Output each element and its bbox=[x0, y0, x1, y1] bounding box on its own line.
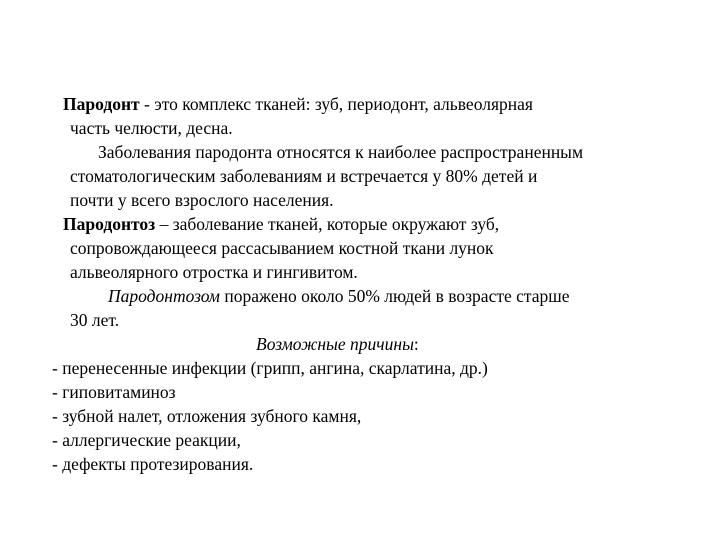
term-parodont: Пародонт bbox=[63, 94, 140, 114]
paragraph-parodontoz-line-3: альвеолярного отростка и гингивитом. bbox=[70, 262, 358, 282]
paragraph-parodontoz-line-2: сопровождающееся рассасыванием костной ткани лунок bbox=[70, 238, 494, 258]
list-item: - гиповитаминоз bbox=[52, 382, 176, 402]
paragraph-parodontoz-line-1 bbox=[63, 212, 499, 236]
parodontoz-definition: – заболевание тканей, которые окружают зуб, bbox=[155, 214, 500, 234]
list-item: - дефекты протезирования. bbox=[52, 454, 254, 474]
parodont-definition: - это комплекс тканей: зуб, периодонт, альвеолярная bbox=[139, 94, 533, 114]
list-item: - аллергические реакции, bbox=[52, 430, 241, 450]
term-parodontozom: Пародонтозом bbox=[108, 286, 220, 306]
paragraph-diseases-line-2: стоматологическим заболеваниям и встречается у 80% детей и bbox=[70, 166, 538, 186]
term-parodontoz: Пародонтоз bbox=[63, 214, 156, 234]
causes-heading-text: Возможные причины bbox=[256, 334, 414, 354]
paragraph-prevalence-line-2: 30 лет. bbox=[70, 310, 120, 330]
prevalence-text: поражено около 50% людей в возрасте старше bbox=[219, 286, 570, 306]
causes-heading bbox=[256, 332, 419, 356]
causes-heading-colon: : bbox=[413, 334, 419, 354]
paragraph-prevalence-line-1 bbox=[108, 284, 570, 308]
list-item: - зубной налет, отложения зубного камня, bbox=[52, 406, 362, 426]
paragraph-parodont-line-1 bbox=[63, 92, 533, 116]
list-item: - перенесенные инфекции (грипп, ангина, скарлатина, др.) bbox=[52, 358, 488, 378]
paragraph-diseases-line-1: Заболевания пародонта относятся к наиболее распространенным bbox=[98, 142, 584, 162]
paragraph-parodont-line-2: часть челюсти, десна. bbox=[70, 118, 233, 138]
paragraph-diseases-line-3: почти у всего взрослого населения. bbox=[70, 190, 334, 210]
